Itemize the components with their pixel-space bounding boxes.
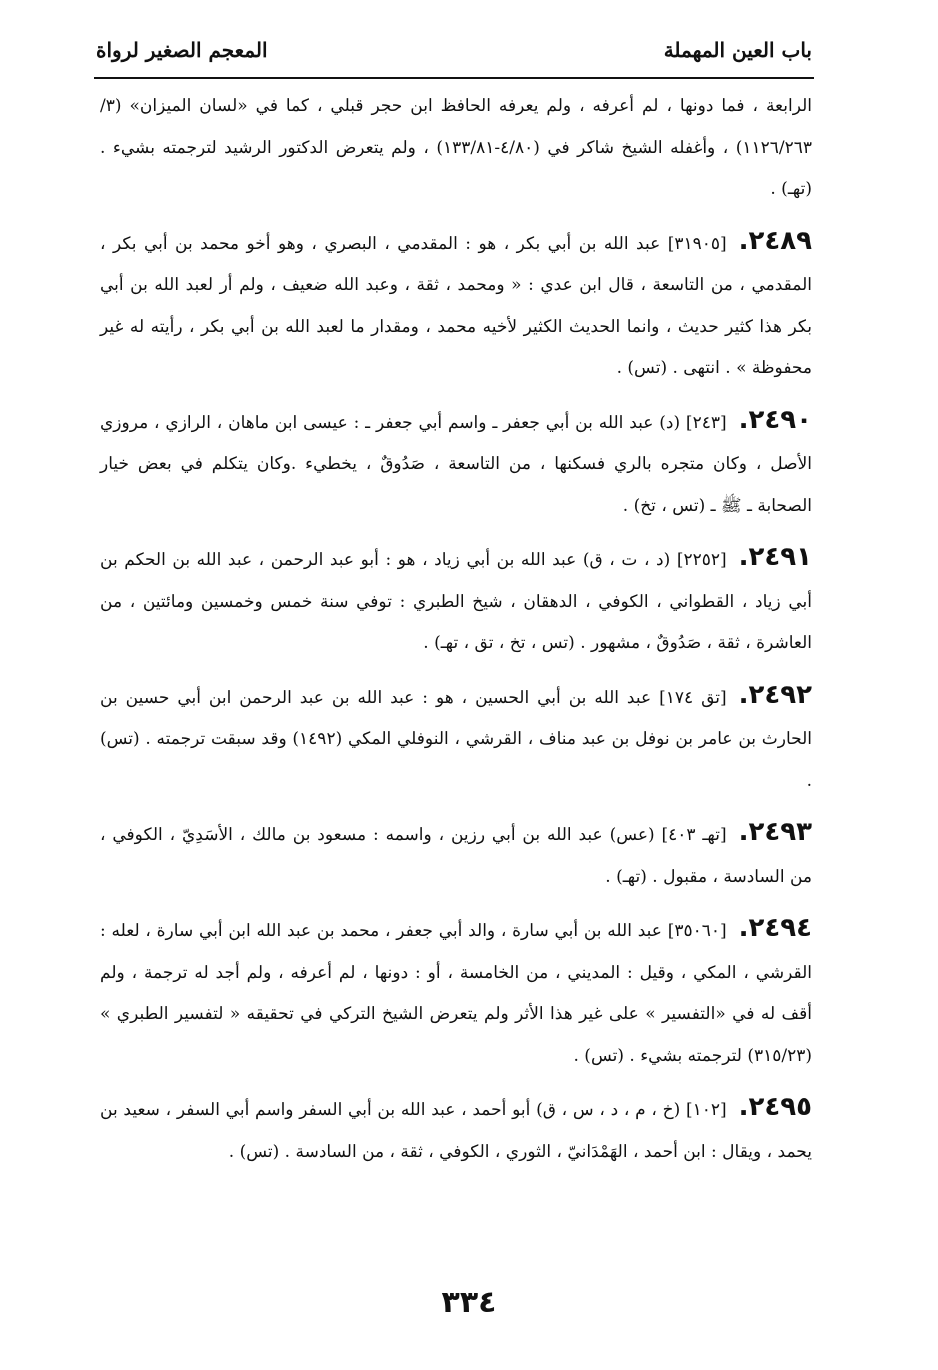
entry-2489	[100, 221, 812, 390]
paragraph-text: الرابعة ، فما دونها ، لم أعرفه ، ولم يعرفه الحافظ ابن حجر قبلي ، كما في «لسان الميزان» (٣/ ١١٢٦/٢٦٣) ، وأغفله الشيخ شاكر في (٤/٨٠-١٣٣/٨١) ، ولم يتعرض الدكتور الرشيد لترجمته بشيء . (تهـ) .	[100, 96, 812, 199]
entry-number: ٢٤٩٣.	[738, 817, 812, 847]
entry-text: [تهـ ٤٠٣] (عس) عبد الله بن أبي رزين ، واسمه : مسعود بن مالك ، الأسَدِيّ ، الكوفي ، من السادسة ، مقبول . (تهـ) .	[100, 825, 812, 887]
entry-number: ٢٤٩١.	[738, 542, 812, 572]
entry-2490	[100, 400, 812, 528]
entry-text: [٢٢٥٢] (د ، ت ، ق) عبد الله بن أبي زياد ، هو : أبو عبد الرحمن ، عبد الله بن الحكم بن أبي زياد ، القطواني ، الكوفي ، الدهقان ، شيخ الطبري : توفي سنة خمس وخمسين ومائتين ، من العاشرة ، ثقة ، صَدُوقٌ ، مشهور . (تس ، تخ ، تق ، تهـ) .	[100, 550, 812, 653]
entry-number: ٢٤٩٢.	[738, 679, 812, 710]
entry-text: [١٠٢] (خ ، م ، د ، س ، ق) أبو أحمد ، عبد الله بن أبي السفر واسم أبي السفر ، سعيد بن يحمد ، ويقال : ابن أحمد ، الهَمْدَانيّ ، الثوري ، الكوفي ، ثقة ، من السادسة . (تس) .	[100, 1100, 812, 1162]
header-chapter-title: باب العين المهملة	[663, 38, 812, 62]
entry-text: [٣٥٠٦٠] عبد الله بن أبي سارة ، والد أبي جعفر ، محمد بن عبد الله ابن أبي سارة ، لعله : القرشي ، المكي ، وقيل : المديني ، من الخامسة ، أو : دونها ، لم أعرفه ، ولم أجد له ترجمة ، ولم أقف له في «التفسير » على غير هذا الأثر ولم يتعرض الشيخ التركي في تحقيقه « لتفسير الطبري » (٣١٥/٢٣) لترجمته بشيء . (تس) .	[100, 921, 812, 1066]
entry-2495	[100, 1087, 812, 1173]
entry-number: ٢٤٩٠.	[738, 404, 812, 435]
entry-number: ٢٤٩٥.	[738, 1092, 812, 1122]
page-number: ٣٣٤	[441, 1285, 497, 1320]
entry-2493	[100, 812, 812, 898]
paragraph-continuation	[100, 86, 812, 211]
entry-text: [تق ١٧٤] عبد الله بن أبي الحسين ، هو : عبد الله بن عبد الرحمن ابن أبي حسين بن الحارث بن عامر بن نوفل بن عبد مناف ، القرشي ، النوفلي المكي (١٤٩٢) وقد سبقت ترجمته . (تس) .	[100, 687, 813, 791]
entry-2494	[100, 908, 812, 1077]
entry-text: [٢٤٣] (د) عبد الله بن أبي جعفر ـ واسم أبي جعفر ـ : عيسى ابن ماهان ، الرازي ، مروزي الأصل ، وكان متجره بالري فسكنها ، من التاسعة ، صَدُوقٌ ، يخطيء .وكان يتكلم في بعض خيار الصحابة ـ ﷺ ـ (تس ، تخ) .	[100, 412, 812, 516]
entry-number: ٢٤٨٩.	[738, 225, 812, 256]
page-header	[96, 30, 812, 70]
entry-2492	[100, 675, 812, 803]
entry-2491	[100, 537, 812, 665]
header-rule	[94, 77, 814, 79]
header-book-title: المعجم الصغير لرواة	[96, 38, 268, 62]
page-body	[100, 86, 812, 1183]
entry-number: ٢٤٩٤.	[738, 913, 812, 943]
entry-text: [٣١٩٠٥] عبد الله بن أبي بكر ، هو : المقدمي ، البصري ، وهو أخو محمد بن أبي بكر ، المقدمي ، من التاسعة ، قال ابن عدي : « ومحمد ، ثقة ، وعبد الله ضعيف ، ولم أر لعبد الله بن أبي بكر هذا كثير حديث ، وانما الحديث الكثير لأخيه محمد ، ومقدار ما لعبد الله بن أبي بكر ، رأيته له غير محفوظة » . انتهى . (تس) .	[100, 233, 812, 378]
